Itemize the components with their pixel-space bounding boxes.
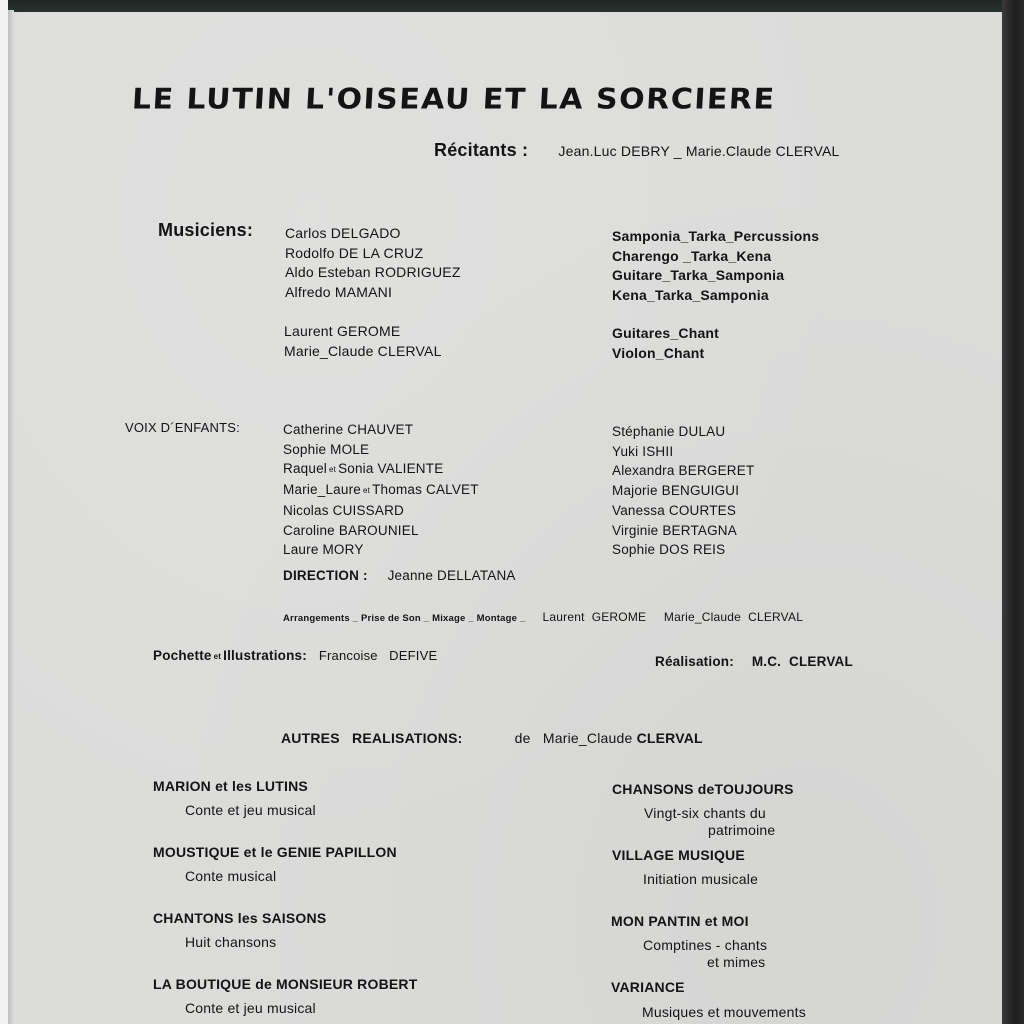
musician-name: Laurent GEROME bbox=[284, 323, 401, 339]
autres-realisations-line bbox=[281, 730, 703, 746]
musiciens-instruments-group2 bbox=[612, 324, 719, 363]
work-subtitle: Conte et jeu musical bbox=[185, 802, 316, 818]
musician-name: Alfredo MAMANI bbox=[285, 283, 393, 300]
work-item: MARION et les LUTINS bbox=[153, 778, 308, 794]
voix-enfants-col2 bbox=[612, 422, 754, 560]
pochette-et: et bbox=[213, 652, 222, 661]
work-subtitle: Comptines - chants bbox=[643, 937, 768, 953]
right-shadow-border bbox=[1002, 0, 1024, 1024]
child-voice-name: Marie_Laure et Thomas CALVET bbox=[283, 482, 479, 498]
child-voice-name: Nicolas CUISSARD bbox=[283, 502, 404, 518]
musiciens-label: Musiciens: bbox=[158, 220, 254, 240]
musician-name: Rodolfo DE LA CRUZ bbox=[285, 244, 424, 261]
work-subtitle: Conte musical bbox=[185, 868, 277, 884]
work-item: CHANSONS deTOUJOURS bbox=[612, 781, 794, 797]
work-item: MON PANTIN et MOI bbox=[611, 913, 749, 929]
voix-enfants-label: VOIX D´ENFANTS: bbox=[125, 420, 240, 435]
recitants-block bbox=[434, 140, 840, 161]
recitants-names: Jean.Luc DEBRY _ Marie.Claude CLERVAL bbox=[558, 143, 840, 159]
sleeve bbox=[14, 12, 1002, 1024]
child-voice-name: Laure MORY bbox=[283, 542, 364, 558]
musician-name: Carlos DELGADO bbox=[285, 225, 401, 241]
work-subtitle-2: patrimoine bbox=[708, 822, 776, 838]
child-voice-name: Raquel et Sonia VALIENTE bbox=[283, 461, 444, 477]
child-voice-name: Sophie DOS REIS bbox=[612, 542, 726, 558]
work-subtitle: Conte et jeu musical bbox=[185, 1000, 316, 1016]
musician-name: Aldo Esteban RODRIGUEZ bbox=[285, 264, 461, 281]
voix-enfants-col1 bbox=[283, 420, 479, 560]
musician-instruments: Guitare_Tarka_Samponia bbox=[612, 267, 785, 284]
child-voice-name: Yuki ISHII bbox=[612, 443, 674, 459]
musician-name: Marie_Claude CLERVAL bbox=[284, 342, 442, 359]
musiciens-instruments-group1 bbox=[612, 227, 819, 305]
arrangements-names: Laurent GEROME Marie_Claude CLERVAL bbox=[542, 610, 804, 624]
realisation-name: M.C. CLERVAL bbox=[751, 654, 853, 669]
top-shadow-border bbox=[8, 0, 1024, 12]
musiciens-names-group1 bbox=[285, 224, 461, 302]
work-subtitle: Huit chansons bbox=[185, 934, 277, 950]
child-voice-name: Majorie BENGUIGUI bbox=[612, 483, 740, 499]
direction-label: DIRECTION : bbox=[283, 568, 368, 583]
work-item: CHANTONS les SAISONS bbox=[153, 910, 327, 926]
child-voice-name: Virginie BERTAGNA bbox=[612, 522, 737, 538]
child-voice-name: Caroline BAROUNIEL bbox=[283, 522, 419, 538]
musician-instruments: Samponia_Tarka_Percussions bbox=[612, 228, 820, 244]
work-subtitle: Initiation musicale bbox=[643, 871, 759, 887]
pochette-name: Francoise DEFIVE bbox=[318, 648, 438, 663]
musician-instruments: Guitares_Chant bbox=[612, 325, 720, 341]
musician-instruments: Violon_Chant bbox=[612, 344, 705, 361]
child-voice-name: Stéphanie DULAU bbox=[612, 424, 726, 439]
album-title: LE LUTIN L'OISEAU ET LA SORCIERE bbox=[131, 82, 777, 117]
child-voice-name: Vanessa COURTES bbox=[612, 502, 737, 518]
realisation-line bbox=[655, 654, 853, 669]
arrangements-label: Arrangements _ Prise de Son _ Mixage _ Montage _ bbox=[283, 613, 526, 624]
illustrations-label: Illustrations: bbox=[223, 648, 307, 663]
direction-name: Jeanne DELLATANA bbox=[387, 568, 516, 583]
work-item: VILLAGE MUSIQUE bbox=[612, 847, 745, 863]
musician-instruments: Charengo _Tarka_Kena bbox=[612, 247, 772, 264]
arrangements-line bbox=[283, 610, 803, 624]
autres-by-name: CLERVAL bbox=[636, 730, 703, 746]
musiciens-names-group2 bbox=[284, 322, 442, 361]
work-item: MOUSTIQUE et le GENIE PAPILLON bbox=[153, 844, 397, 860]
child-voice-name: Alexandra BERGERET bbox=[612, 463, 755, 479]
work-item: VARIANCE bbox=[611, 979, 685, 995]
autres-label: AUTRES REALISATIONS: bbox=[281, 730, 463, 746]
musician-instruments: Kena_Tarka_Samponia bbox=[612, 286, 769, 303]
pochette-label: Pochette bbox=[153, 648, 212, 663]
work-item: LA BOUTIQUE de MONSIEUR ROBERT bbox=[153, 976, 418, 992]
child-voice-name: Catherine CHAUVET bbox=[283, 422, 414, 437]
pochette-line bbox=[153, 648, 437, 663]
work-subtitle-2: et mimes bbox=[707, 954, 766, 970]
work-subtitle: Vingt-six chants du bbox=[644, 805, 766, 821]
direction-line bbox=[283, 568, 516, 583]
autres-by: de Marie_Claude bbox=[514, 730, 633, 746]
recitants-label: Récitants : bbox=[434, 140, 529, 160]
realisation-label: Réalisation: bbox=[655, 654, 734, 669]
work-subtitle: Musiques et mouvements bbox=[642, 1004, 806, 1020]
child-voice-name: Sophie MOLE bbox=[283, 441, 370, 457]
